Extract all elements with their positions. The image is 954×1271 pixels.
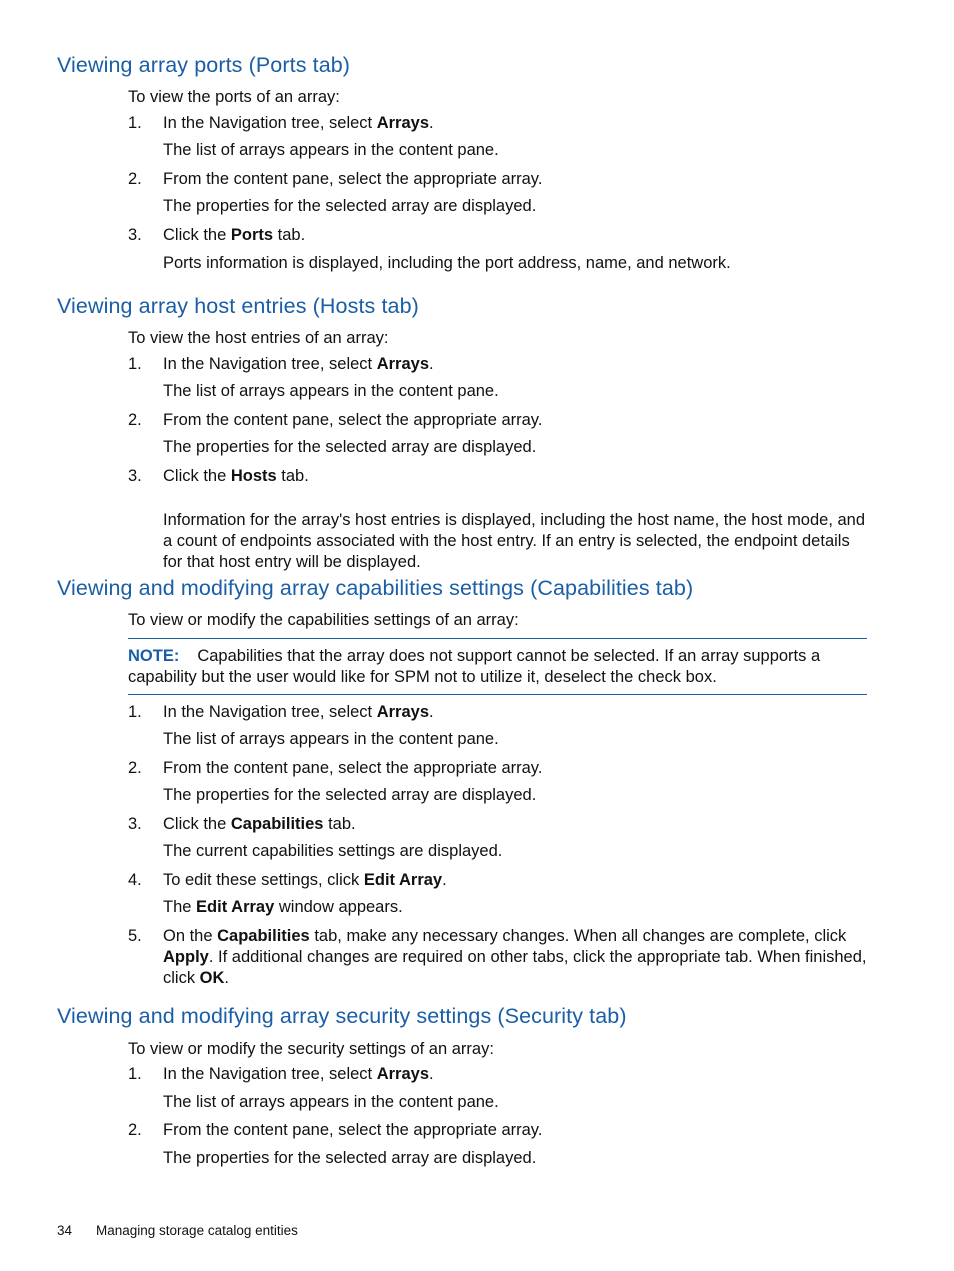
step-text: Click the Hosts tab. <box>163 467 309 485</box>
step-result: The Edit Array window appears. <box>163 898 403 916</box>
step-text: Click the Ports tab. <box>163 226 306 244</box>
step-number: 1. <box>128 1065 142 1083</box>
section-heading-security: Viewing and modifying array security settings (Security tab) <box>57 1004 627 1028</box>
section-heading-capabilities: Viewing and modifying array capabilities settings (Capabilities tab) <box>57 576 694 600</box>
step-result: The list of arrays appears in the content pane. <box>163 141 499 159</box>
page-number: 34 <box>57 1223 73 1238</box>
section-heading-hosts: Viewing array host entries (Hosts tab) <box>57 294 419 318</box>
step-text: From the content pane, select the appropriate array. <box>163 170 543 188</box>
note-bottom-rule <box>128 694 867 695</box>
step-text: On the Capabilities tab, make any necessary changes. When all changes are complete, click Apply. If additional changes are required on other tabs, click the appropriate tab. When finished, click OK. <box>163 927 867 987</box>
note-text: Capabilities that the array does not support cannot be selected. If an array supports a capability but the user would like for SPM not to utilize it, deselect the check box. <box>128 647 821 686</box>
step-number: 2. <box>128 411 142 429</box>
note-top-rule <box>128 638 867 639</box>
step-text: In the Navigation tree, select Arrays. <box>163 703 434 721</box>
section-intro: To view or modify the capabilities settings of an array: <box>128 611 519 629</box>
section-intro: To view the host entries of an array: <box>128 329 389 347</box>
step-number: 1. <box>128 703 142 721</box>
step-number: 3. <box>128 226 142 244</box>
step-number: 1. <box>128 355 142 373</box>
section-intro: To view the ports of an array: <box>128 88 340 106</box>
step-number: 3. <box>128 815 142 833</box>
step-text: From the content pane, select the appropriate array. <box>163 759 543 777</box>
step-result: Ports information is displayed, including the port address, name, and network. <box>163 254 731 272</box>
step-text: In the Navigation tree, select Arrays. <box>163 355 434 373</box>
step-number: 2. <box>128 170 142 188</box>
step-number: 1. <box>128 114 142 132</box>
step-result: The properties for the selected array are displayed. <box>163 1149 537 1167</box>
section-heading-ports: Viewing array ports (Ports tab) <box>57 53 351 77</box>
step-number: 4. <box>128 871 142 889</box>
step-result: The properties for the selected array are displayed. <box>163 786 537 804</box>
step-result: The list of arrays appears in the content pane. <box>163 730 499 748</box>
step-result: The properties for the selected array are displayed. <box>163 438 537 456</box>
step-text: Click the Capabilities tab. <box>163 815 356 833</box>
step-number: 2. <box>128 1121 142 1139</box>
step-text: From the content pane, select the appropriate array. <box>163 411 543 429</box>
step-number: 3. <box>128 467 142 485</box>
step-result: The properties for the selected array are displayed. <box>163 197 537 215</box>
step-result: The list of arrays appears in the content pane. <box>163 1093 499 1111</box>
note-box <box>128 646 868 688</box>
step-text: In the Navigation tree, select Arrays. <box>163 114 434 132</box>
note-label: NOTE: <box>128 647 180 665</box>
step-text: To edit these settings, click Edit Array. <box>163 871 447 889</box>
step-number: 2. <box>128 759 142 777</box>
step-result: The list of arrays appears in the content pane. <box>163 382 499 400</box>
step-text: In the Navigation tree, select Arrays. <box>163 1065 434 1083</box>
section-intro: To view or modify the security settings of an array: <box>128 1040 494 1058</box>
step-result: The current capabilities settings are displayed. <box>163 842 503 860</box>
footer-chapter-title: Managing storage catalog entities <box>96 1223 298 1238</box>
step-text: From the content pane, select the appropriate array. <box>163 1121 543 1139</box>
step-result: Information for the array's host entries is displayed, including the host name, the host mode, and a count of endpoints associated with the host entry. If an entry is selected, the endpoint details for that host entry will be displayed. <box>163 510 866 571</box>
step-number: 5. <box>128 927 142 945</box>
